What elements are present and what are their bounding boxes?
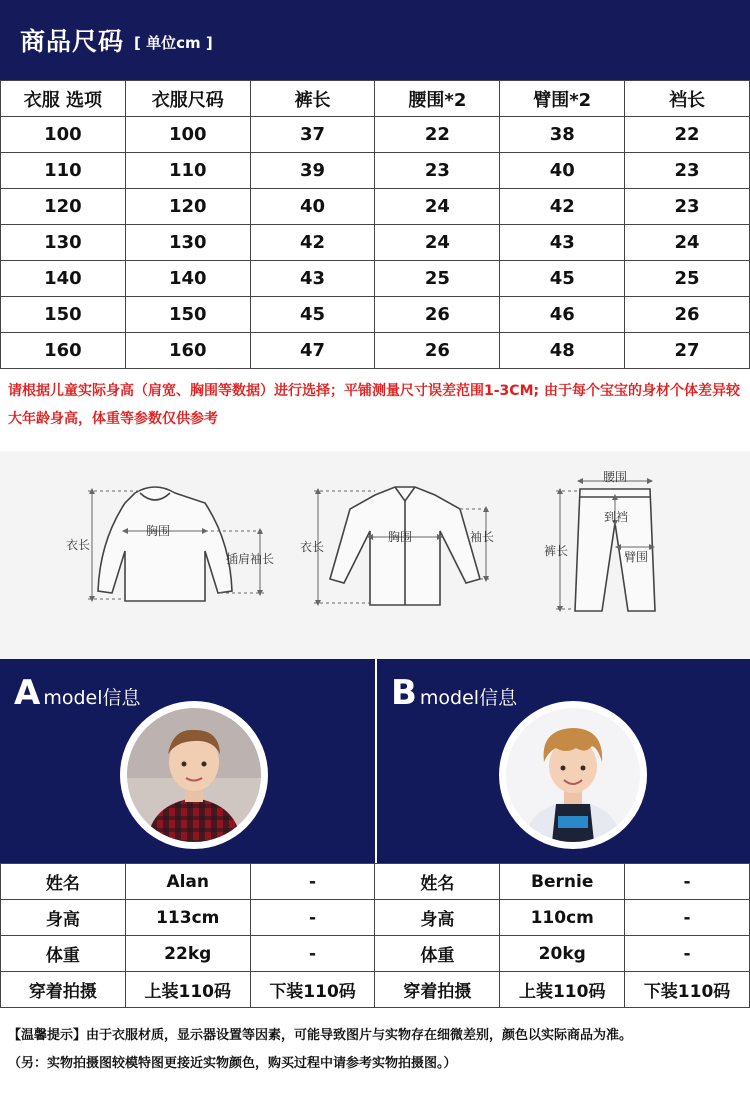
table-cell: Bernie bbox=[500, 864, 625, 900]
model-a-avatar bbox=[120, 701, 268, 849]
table-cell: 100 bbox=[125, 117, 250, 153]
footer-tips bbox=[0, 1008, 750, 1078]
shirt-chest-label: 胸围 bbox=[388, 530, 413, 544]
table-row bbox=[1, 297, 750, 333]
tshirt-diagram bbox=[98, 487, 232, 601]
table-cell: 40 bbox=[250, 189, 375, 225]
table-cell: 160 bbox=[1, 333, 126, 369]
table-cell: 25 bbox=[625, 261, 750, 297]
table-cell: 身高 bbox=[375, 900, 500, 936]
model-b-panel bbox=[375, 659, 750, 863]
table-cell: 47 bbox=[250, 333, 375, 369]
table-cell: Alan bbox=[125, 864, 250, 900]
table-row bbox=[1, 189, 750, 225]
table-cell: - bbox=[250, 900, 375, 936]
model-a-heading bbox=[14, 673, 141, 713]
table-cell: 120 bbox=[125, 189, 250, 225]
table-row bbox=[1, 225, 750, 261]
table-cell: - bbox=[625, 936, 750, 972]
table-cell: 39 bbox=[250, 153, 375, 189]
table-cell: 23 bbox=[625, 189, 750, 225]
table-cell: 23 bbox=[375, 153, 500, 189]
table-cell: 身高 bbox=[1, 900, 126, 936]
table-cell: 46 bbox=[500, 297, 625, 333]
table-cell: 110cm bbox=[500, 900, 625, 936]
table-cell: - bbox=[250, 864, 375, 900]
model-b-avatar bbox=[499, 701, 647, 849]
table-row bbox=[1, 972, 750, 1008]
table-row bbox=[1, 900, 750, 936]
model-a-photo bbox=[127, 708, 261, 842]
model-info-band bbox=[0, 659, 750, 863]
table-cell: 24 bbox=[375, 189, 500, 225]
table-cell: 120 bbox=[1, 189, 126, 225]
tshirt-sleeve-label: 插肩袖长 bbox=[226, 552, 275, 566]
table-cell: 22 bbox=[625, 117, 750, 153]
table-row bbox=[1, 153, 750, 189]
table-cell: 上装110码 bbox=[125, 972, 250, 1008]
size-table-header-row bbox=[1, 81, 750, 117]
table-cell: 26 bbox=[625, 297, 750, 333]
table-cell: 140 bbox=[1, 261, 126, 297]
table-row bbox=[1, 333, 750, 369]
table-cell: 22 bbox=[375, 117, 500, 153]
column-header: 腰围*2 bbox=[375, 81, 500, 117]
page-title: 商品尺码 bbox=[20, 27, 125, 56]
measurement-diagrams bbox=[0, 451, 750, 659]
table-cell: 穿着拍摄 bbox=[375, 972, 500, 1008]
table-cell: 42 bbox=[500, 189, 625, 225]
table-row bbox=[1, 261, 750, 297]
table-cell: 24 bbox=[375, 225, 500, 261]
table-cell: 20kg bbox=[500, 936, 625, 972]
pants-length-label: 裤长 bbox=[544, 544, 569, 558]
shirt-diagram bbox=[330, 487, 480, 605]
column-header: 臂围*2 bbox=[500, 81, 625, 117]
unit-label: [ 单位cm ] bbox=[134, 33, 213, 52]
table-cell: - bbox=[250, 936, 375, 972]
table-cell: 110 bbox=[1, 153, 126, 189]
column-header: 裤长 bbox=[250, 81, 375, 117]
table-cell: 48 bbox=[500, 333, 625, 369]
table-cell: 上装110码 bbox=[500, 972, 625, 1008]
pants-arm-label: 臂围 bbox=[624, 550, 649, 564]
model-a-letter: A bbox=[14, 673, 41, 713]
table-cell: 体重 bbox=[1, 936, 126, 972]
column-header: 裆长 bbox=[625, 81, 750, 117]
footer-tip-line: 【温馨提示】由于衣服材质，显示器设置等因素，可能导致图片与实物存在细微差别，颜色以实际商品为准。 bbox=[8, 1028, 633, 1043]
table-cell: 25 bbox=[375, 261, 500, 297]
table-cell: 43 bbox=[250, 261, 375, 297]
table-cell: 113cm bbox=[125, 900, 250, 936]
size-table bbox=[0, 80, 750, 369]
tshirt-chest-label: 胸围 bbox=[146, 524, 171, 538]
table-cell: 130 bbox=[125, 225, 250, 261]
model-b-photo bbox=[506, 708, 640, 842]
table-cell: 110 bbox=[125, 153, 250, 189]
table-cell: 160 bbox=[125, 333, 250, 369]
sizing-notice: 请根据儿童实际身高（肩宽、胸围等数据）进行选择；平铺测量尺寸误差范围1-3CM; 由于每个宝宝的身材个体差异较大年龄身高，体重等参数仅供参考 bbox=[8, 383, 740, 427]
table-cell: 姓名 bbox=[375, 864, 500, 900]
pants-crotch-label: 到裆 bbox=[604, 510, 629, 524]
table-cell: 150 bbox=[125, 297, 250, 333]
table-cell: 130 bbox=[1, 225, 126, 261]
table-cell: 40 bbox=[500, 153, 625, 189]
table-cell: - bbox=[625, 864, 750, 900]
garment-diagrams-svg bbox=[0, 451, 750, 659]
table-cell: 37 bbox=[250, 117, 375, 153]
table-cell: 42 bbox=[250, 225, 375, 261]
table-cell: 45 bbox=[500, 261, 625, 297]
shirt-length-label: 衣长 bbox=[300, 540, 325, 554]
table-cell: 140 bbox=[125, 261, 250, 297]
page-header bbox=[0, 0, 750, 80]
table-cell: 150 bbox=[1, 297, 126, 333]
table-cell: 27 bbox=[625, 333, 750, 369]
table-cell: 26 bbox=[375, 297, 500, 333]
table-cell: 45 bbox=[250, 297, 375, 333]
table-cell: 24 bbox=[625, 225, 750, 261]
model-table bbox=[0, 863, 750, 1008]
table-cell: 下装110码 bbox=[250, 972, 375, 1008]
table-cell: 体重 bbox=[375, 936, 500, 972]
table-cell: 100 bbox=[1, 117, 126, 153]
table-cell: 下装110码 bbox=[625, 972, 750, 1008]
column-header: 衣服尺码 bbox=[125, 81, 250, 117]
pants-waist-label: 腰围 bbox=[603, 470, 628, 484]
model-b-letter: B bbox=[391, 673, 417, 713]
column-header: 衣服 选项 bbox=[1, 81, 126, 117]
table-cell: 26 bbox=[375, 333, 500, 369]
table-row bbox=[1, 936, 750, 972]
model-b-label: model信息 bbox=[419, 687, 518, 709]
table-cell: 穿着拍摄 bbox=[1, 972, 126, 1008]
shirt-sleeve-label: 袖长 bbox=[470, 530, 495, 544]
model-a-label: model信息 bbox=[43, 687, 141, 709]
table-cell: 23 bbox=[625, 153, 750, 189]
model-b-heading bbox=[391, 673, 517, 713]
table-cell: 38 bbox=[500, 117, 625, 153]
table-row bbox=[1, 864, 750, 900]
footer-tip-line: （另：实物拍摄图较模特图更接近实物颜色，购买过程中请参考实物拍摄图。） bbox=[8, 1056, 457, 1071]
model-a-panel bbox=[0, 659, 375, 863]
table-cell: 43 bbox=[500, 225, 625, 261]
table-cell: - bbox=[625, 900, 750, 936]
tshirt-length-label: 衣长 bbox=[66, 538, 91, 552]
table-row bbox=[1, 117, 750, 153]
table-cell: 姓名 bbox=[1, 864, 126, 900]
table-cell: 22kg bbox=[125, 936, 250, 972]
